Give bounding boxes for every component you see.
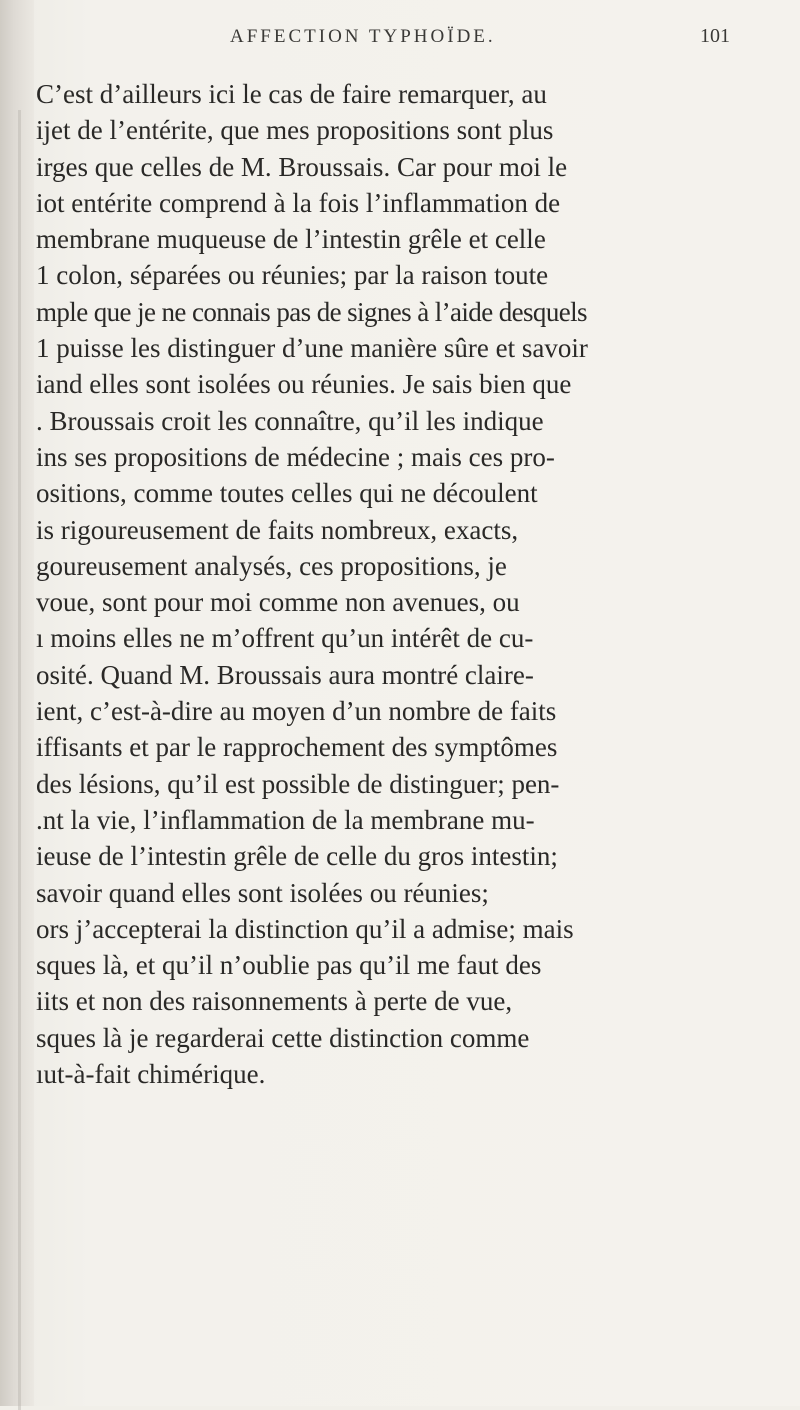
text-line: sques là je regarderai cette distinction comme bbox=[36, 1022, 530, 1053]
text-line: C’est d’ailleurs ici le cas de faire remarquer, au bbox=[36, 79, 547, 109]
text-line: ositions, comme toutes celles qui ne découlent bbox=[36, 478, 538, 509]
text-line: membrane muqueuse de l’intestin grêle et celle bbox=[36, 224, 546, 255]
text-line: 1 colon, séparées ou réunies; par la raison toute bbox=[36, 260, 549, 291]
text-line: mple que je ne connais pas de signes à l’aide desquels bbox=[36, 296, 587, 327]
body-text bbox=[36, 76, 796, 1092]
text-line: ijet de l’entérite, que mes propositions sont plus bbox=[36, 115, 554, 146]
text-line: ı moins elles ne m’offrent qu’un intérêt de cu- bbox=[36, 623, 534, 654]
running-head bbox=[230, 26, 730, 54]
text-line: osité. Quand M. Broussais aura montré claire- bbox=[36, 659, 534, 690]
page-number: 101 bbox=[700, 25, 730, 47]
binding-shadow bbox=[18, 110, 21, 1410]
text-line: ient, c’est-à-dire au moyen d’un nombre de faits bbox=[36, 696, 557, 727]
text-line: iand elles sont isolées ou réunies. Je sais bien que bbox=[36, 369, 572, 400]
text-line: ins ses propositions de médecine ; mais ces pro- bbox=[36, 441, 555, 472]
text-line: iits et non des raisonnements à perte de vue, bbox=[36, 986, 513, 1017]
running-title: AFFECTION TYPHOÏDE. bbox=[230, 26, 496, 47]
text-line: . Broussais croit les connaître, qu’il les indique bbox=[36, 405, 544, 436]
text-line: savoir quand elles sont isolées ou réunies; bbox=[36, 877, 489, 908]
text-line: ıut-à-fait chimérique. bbox=[36, 1059, 266, 1090]
text-line: goureusement analysés, ces propositions, je bbox=[36, 550, 507, 581]
text-line: irges que celles de M. Broussais. Car pour moi le bbox=[36, 151, 568, 182]
text-line: iffisants et par le rapprochement des symptômes bbox=[36, 732, 558, 763]
text-line: voue, sont pour moi comme non avenues, ou bbox=[36, 587, 520, 618]
text-line: ors j’accepterai la distinction qu’il a admise; mais bbox=[36, 913, 574, 944]
text-line: 1 puisse les distinguer d’une manière sûre et savoir bbox=[36, 333, 588, 364]
text-line: .nt la vie, l’inflammation de la membrane mu- bbox=[36, 804, 535, 835]
text-line: des lésions, qu’il est possible de distinguer; pen- bbox=[36, 768, 560, 799]
page-gutter bbox=[0, 0, 34, 1406]
text-line: iot entérite comprend à la fois l’inflammation de bbox=[36, 187, 561, 218]
text-line: is rigoureusement de faits nombreux, exacts, bbox=[36, 514, 519, 545]
text-line: sques là, et qu’il n’oublie pas qu’il me faut des bbox=[36, 950, 542, 981]
text-line: ieuse de l’intestin grêle de celle du gros intestin; bbox=[36, 841, 558, 872]
